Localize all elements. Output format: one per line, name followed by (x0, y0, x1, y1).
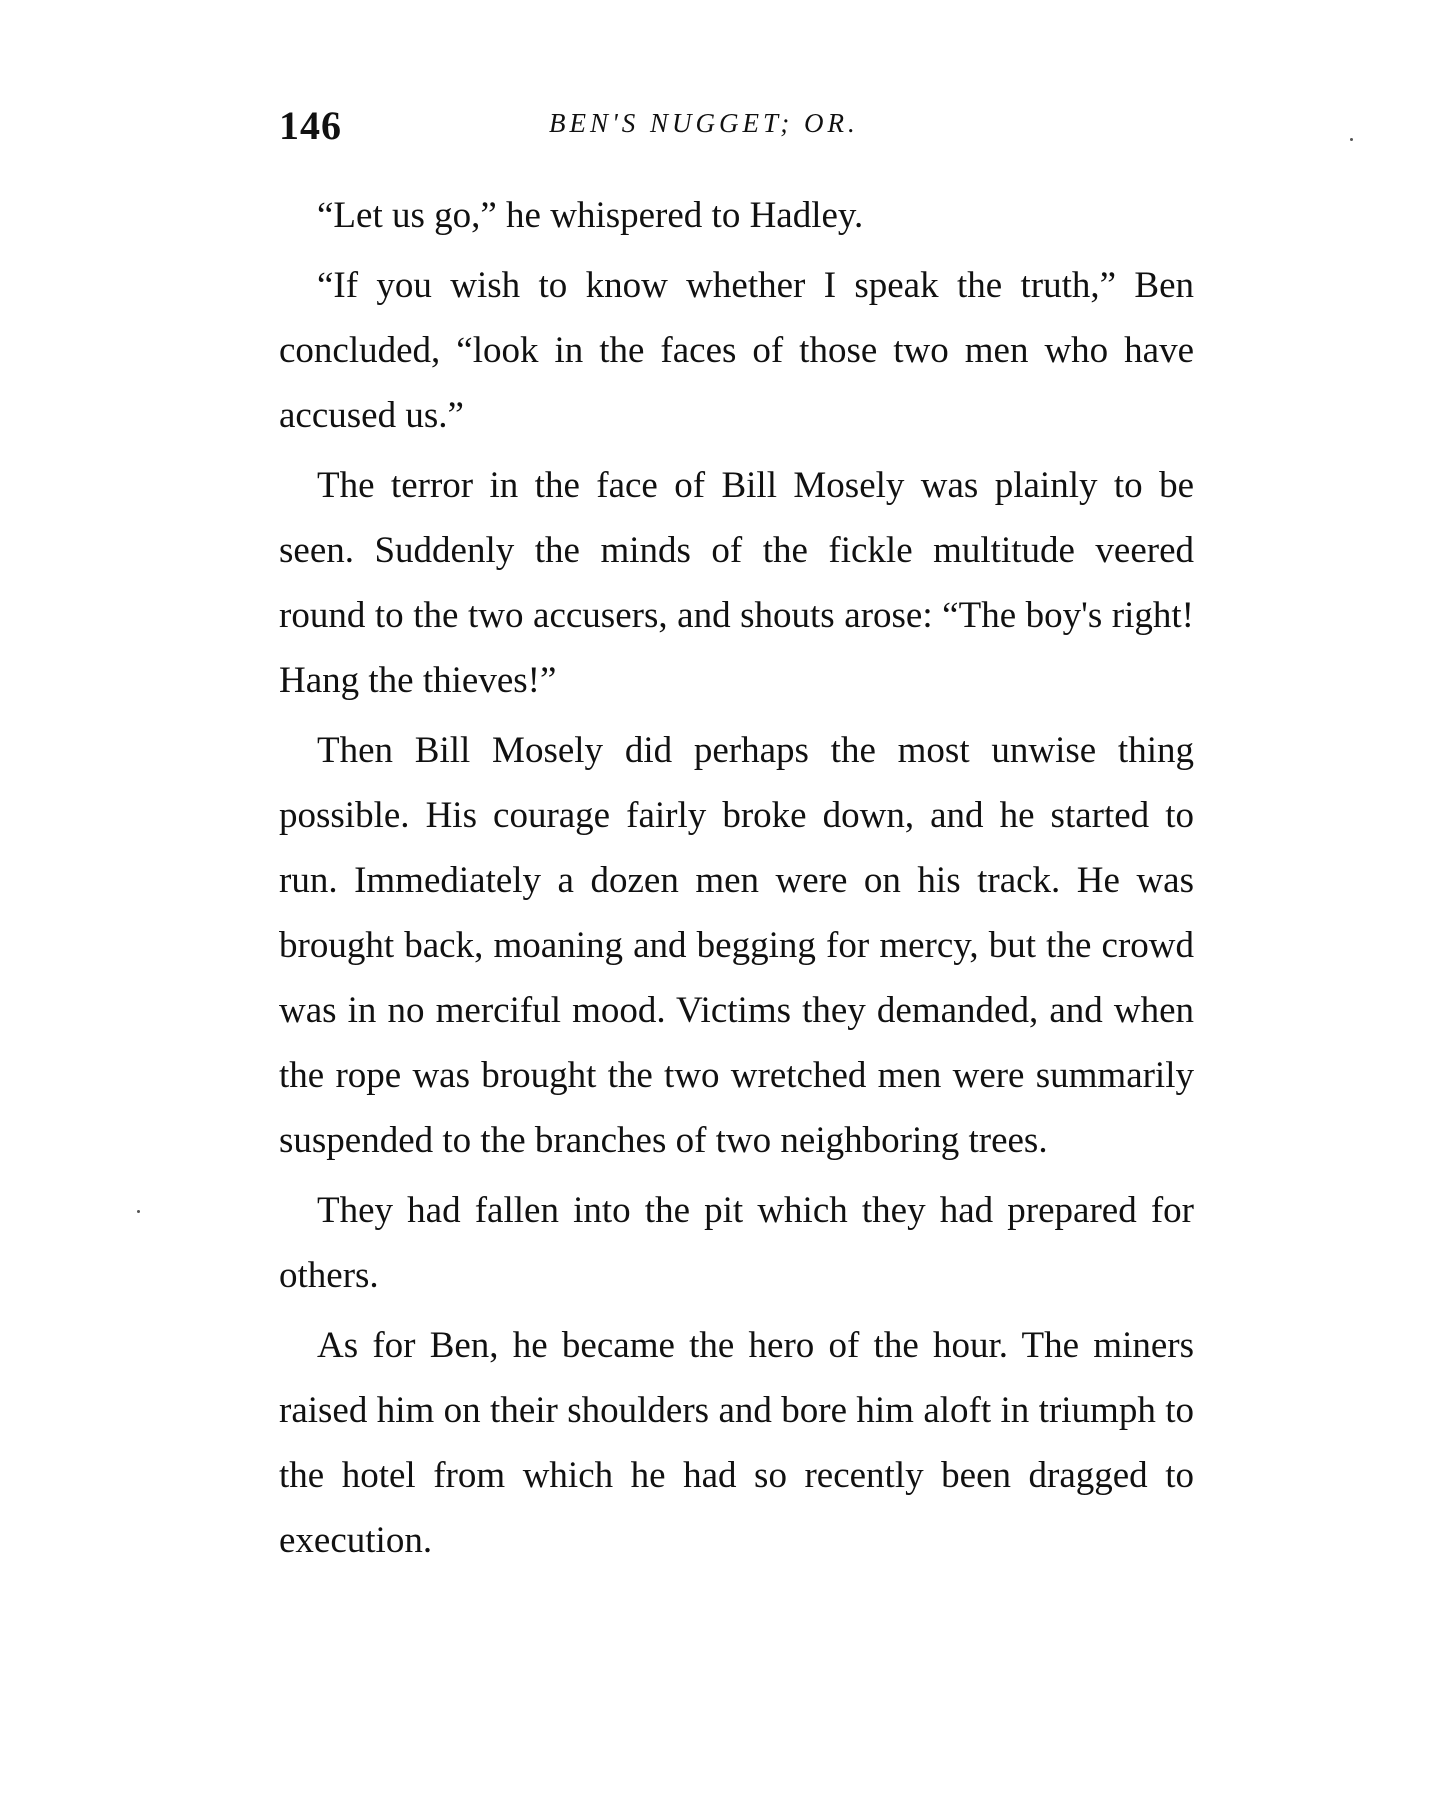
paragraph: “If you wish to know whether I speak the truth,” Ben concluded, “look in the faces of those two men who have accused us.” (279, 265, 1194, 436)
running-head (279, 96, 1194, 156)
paragraph: The terror in the face of Bill Mosely was plainly to be seen. Suddenly the minds of the fickle multitude veered round to the two accusers, and shouts arose: “The boy's right! Hang the thieves!” (279, 465, 1194, 701)
scan-speck (137, 1210, 140, 1213)
running-title: BEN'S NUGGET; OR. (549, 108, 859, 138)
paragraph: Then Bill Mosely did perhaps the most unwise thing possible. His courage fairly broke down, and he started to run. Immediately a dozen men were on his track. He was brought back, moaning and begging for mercy, but the crowd was in no merciful mood. Victims they demanded, and when the rope was brought the two wretched men were summarily suspended to the branches of two neighboring trees. (279, 730, 1194, 1161)
scan-speck (1350, 138, 1353, 141)
paragraph: They had fallen into the pit which they had prepared for others. (279, 1190, 1194, 1296)
paragraph: As for Ben, he became the hero of the hour. The miners raised him on their shoulders and bore him aloft in triumph to the hotel from which he had so recently been dragged to execution. (279, 1325, 1194, 1561)
page-number: 146 (279, 103, 342, 148)
paragraph: “Let us go,” he whispered to Hadley. (317, 195, 864, 236)
body-text (279, 183, 1194, 1578)
